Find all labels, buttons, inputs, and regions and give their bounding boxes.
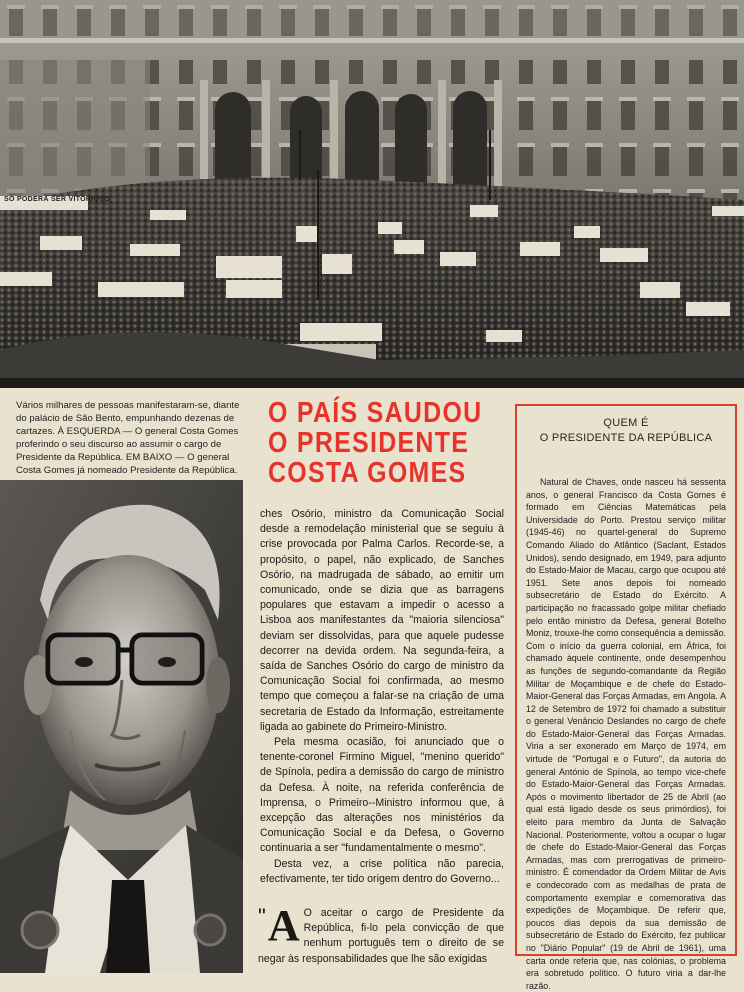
article-column — [260, 507, 504, 887]
headline-line-1: O PAÍS SAUDOU — [268, 397, 483, 429]
headline-line-3: COSTA GOMES — [268, 457, 467, 489]
portrait-photo — [0, 480, 243, 973]
drop-cap: A — [267, 901, 300, 950]
sidebar-title-line-2: O PRESIDENTE DA REPÚBLICA — [539, 432, 713, 444]
banner-text: SÓ PODERÁ SER VITORIOSO — [4, 196, 110, 203]
quote-marks-icon: " — [258, 904, 266, 929]
crowd-photo — [0, 0, 744, 388]
quote-paragraph — [258, 901, 504, 967]
article-paragraph-1: ches Osório, ministro da Comunicação Social desde a remodelação ministerial que se seguiu à crise provocada por Palma Carlos. Recorde-se, a propósito, o papel, não explicado, de Sanches Osório, na madrugada de sábado, ao emitir um comunicado, onde se dizia que as barragens populares que estavam a impedir o acesso a Lisboa aos manifestantes da "maioria silenciosa" deviam ser dissolvidas, para que aquele pudesse decorrer na devida ordem. Na segunda-feira, a saída de Sanches Osório do cargo de ministro da Comunicação Social foi confirmada, ao mesmo tempo que começou a falar-se na criação de uma secretaria de Estado da Informação, estreitamente ligada ao gabinete do Primeiro-Ministro. — [260, 508, 504, 733]
headline-line-2: O PRESIDENTE — [268, 427, 470, 459]
headline — [268, 397, 483, 489]
article-paragraph-2: Pela mesma ocasião, foi anunciado que o tenente-coronel Firmino Miguel, "menino querido" de Spínola, pedira a demissão do cargo de ministro da Defesa. À noite, na referida conferência de Imprensa, o Primeiro--Ministro informou que, à excepção das alterações nos ministérios da Comunicação Social e da Defesa, o Governo continuaria a ser "fundamentalmente o mesmo". — [260, 736, 504, 855]
photo-caption: Vários milhares de pessoas manifestaram-se, diante do palácio de São Bento, empunhando dezenas de cartazes. À ESQUERDA — O general Costa Gomes proferindo o seu discurso ao assumir o cargo de Presidente da República. EM BAIXO — O general Costa Gomes já nomeado Presidente da República. — [16, 400, 240, 476]
sidebar-body: Natural de Chaves, onde nasceu há sessenta anos, o general Francisco da Costa Gomes é formado em Ciências Matemáticas pela Universidade do Porto. Prestou serviço militar (1945-46) no quartel-general do Supremo Comando Aliado do Atlântico (Saclant, Estados Unidos), sendo designado, em 1949, para adjunto do Estado-Maior de Macau, cargo que ocupou até 1951. Sete anos depois foi nomeado subsecretário de Estado do Exército. A participação no fracassado golpe militar chefiado pelo então ministro da Defesa, general Botelho Moniz, trouxe-lhe como consequência a demissão. Com o início da guerra colonial, em África, foi chamado àquele continente, onde desempenhou as funções de segundo-comandante da Região Militar de Moçambique e de chefe do Estado-Maior-General das Forças Armadas, em Angola. A 12 de Setembro de 1972 foi chamado a substituir o general Venâncio Deslandes no cargo de chefe do Estado-Maior-General das Forças Armadas. Viria a ser exonerado em Março de 1974, em virtude de "Portugal e o Futuro", da autoria do general António de Spínola, ao tempo vice-chefe do Estado-Maior-General das Forças Armadas. Após o movimento libertador de 25 de Abril (ao qual está ligado desde os seus primórdios), foi eleito para membro da Junta de Salvação Nacional. Posteriormente, voltou a ocupar o lugar de chefe do Estado-Maior-General das Forças Armadas, mas com prerrogativas de primeiro-ministro. É comendador da Ordem Militar de Avis e condecorado com as medalhas de prata de comportamento exemplar e comemorativa das expedições de Moçambique. De referir que, poucos dias depois da sua demissão de subsecretário de Estado do Exército, fez publicar no "Diário Popular" (19 de Abril de 1961), uma carta onde referia que, nas colónias, o problema era sobretudo político. O futuro viria a dar-lhe razão. — [526, 477, 726, 991]
sidebar-title-line-1: QUEM É — [603, 417, 649, 429]
sidebar-box — [515, 404, 737, 991]
article-paragraph-3: Desta vez, a crise política não parecia, efectivamente, ter tido origem dentro do Governo... — [260, 857, 504, 885]
sidebar-title — [526, 416, 726, 446]
quote-text: O aceitar o cargo de Presidente da República, fi-lo pela convicção de que nenhum português tem o direito de se negar às responsabilidades que lhe são exigidas — [258, 907, 504, 965]
